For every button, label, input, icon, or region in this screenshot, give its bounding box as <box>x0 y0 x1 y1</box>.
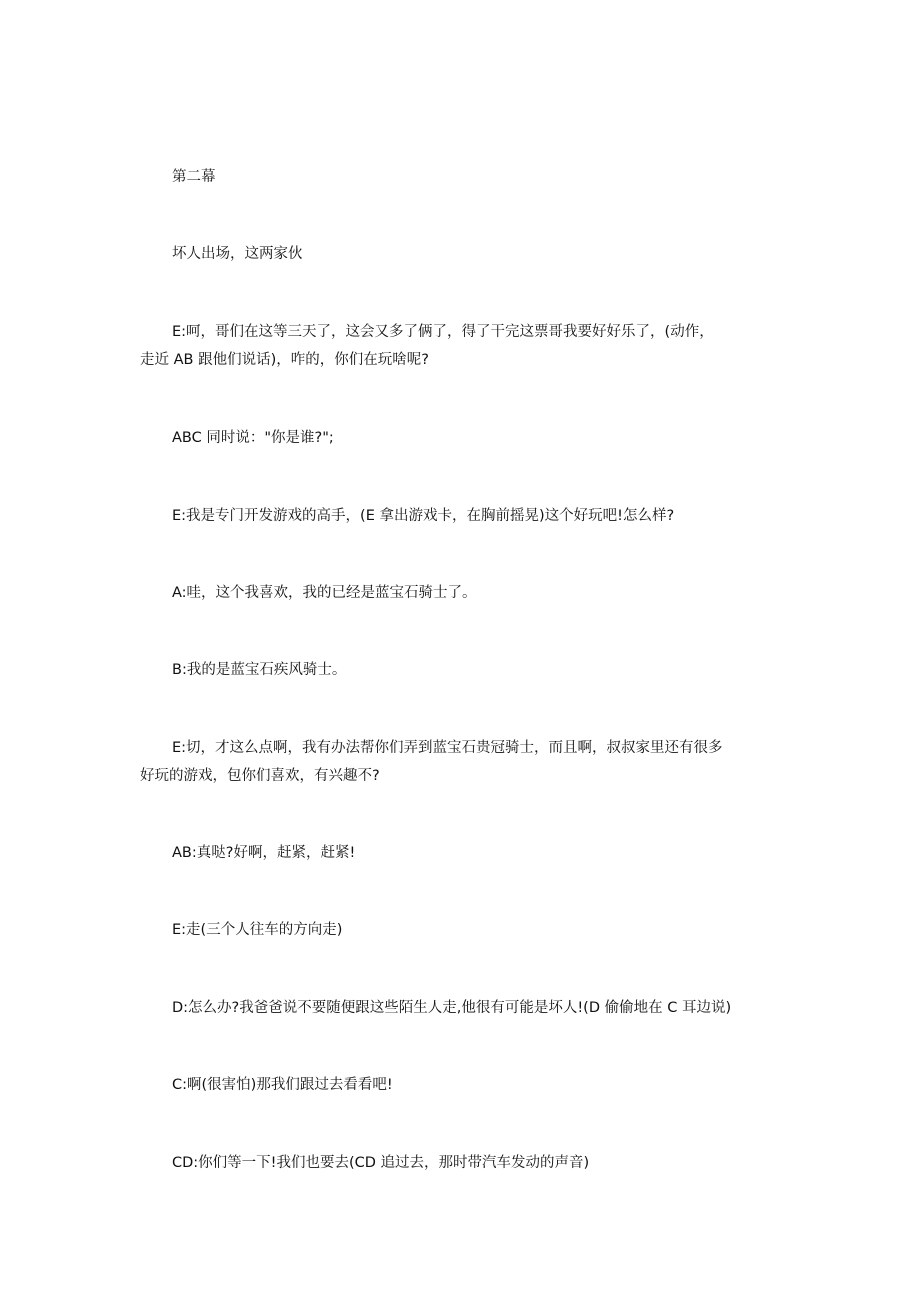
dialogue-paragraph <box>140 318 785 374</box>
dialogue-paragraph <box>140 1149 785 1177</box>
dialogue-paragraph <box>140 839 785 867</box>
text-line: 坏人出场，这两家伙 <box>172 246 303 262</box>
text-line: E:切，才这么点啊，我有办法帮你们弄到蓝宝石贵冠骑士，而且啊，叔叔家里还有很多 <box>172 740 723 756</box>
text-line: 走近 AB 跟他们说话)，咋的，你们在玩啥呢? <box>140 352 429 368</box>
text-line: E:我是专门开发游戏的高手，(E 拿出游戏卡，在胸前摇晃)这个好玩吧!怎么样? <box>172 508 675 524</box>
text-line: C:啊(很害怕)那我们跟过去看看吧! <box>172 1077 393 1093</box>
text-line: ABC 同时说："你是谁?"; <box>172 430 334 446</box>
dialogue-paragraph <box>140 916 785 944</box>
scene-description <box>140 240 785 268</box>
dialogue-paragraph <box>140 1071 785 1099</box>
text-line: E:呵，哥们在这等三天了，这会又多了俩了，得了干完这票哥我要好好乐了，(动作， <box>172 324 714 340</box>
dialogue-paragraph <box>140 734 785 790</box>
dialogue-paragraph <box>140 424 785 452</box>
text-line: A:哇，这个我喜欢，我的已经是蓝宝石骑士了。 <box>172 585 477 601</box>
text-line: B:我的是蓝宝石疾风骑士。 <box>172 662 347 678</box>
text-line: CD:你们等一下!我们也要去(CD 追过去，那时带汽车发动的声音) <box>172 1155 590 1171</box>
dialogue-paragraph <box>140 502 785 530</box>
act-heading <box>140 163 785 191</box>
text-line: AB:真哒?好啊，赶紧，赶紧! <box>172 845 356 861</box>
dialogue-paragraph <box>140 579 785 607</box>
text-line: D:怎么办?我爸爸说不要随便跟这些陌生人走,他很有可能是坏人!(D 偷偷地在 C 耳边说) <box>172 1000 732 1016</box>
text-line: 第二幕 <box>172 169 216 185</box>
text-line: E:走(三个人往车的方向走) <box>172 922 343 938</box>
dialogue-paragraph <box>140 656 785 684</box>
dialogue-paragraph <box>140 994 785 1022</box>
text-line: 好玩的游戏，包你们喜欢，有兴趣不? <box>140 768 380 784</box>
